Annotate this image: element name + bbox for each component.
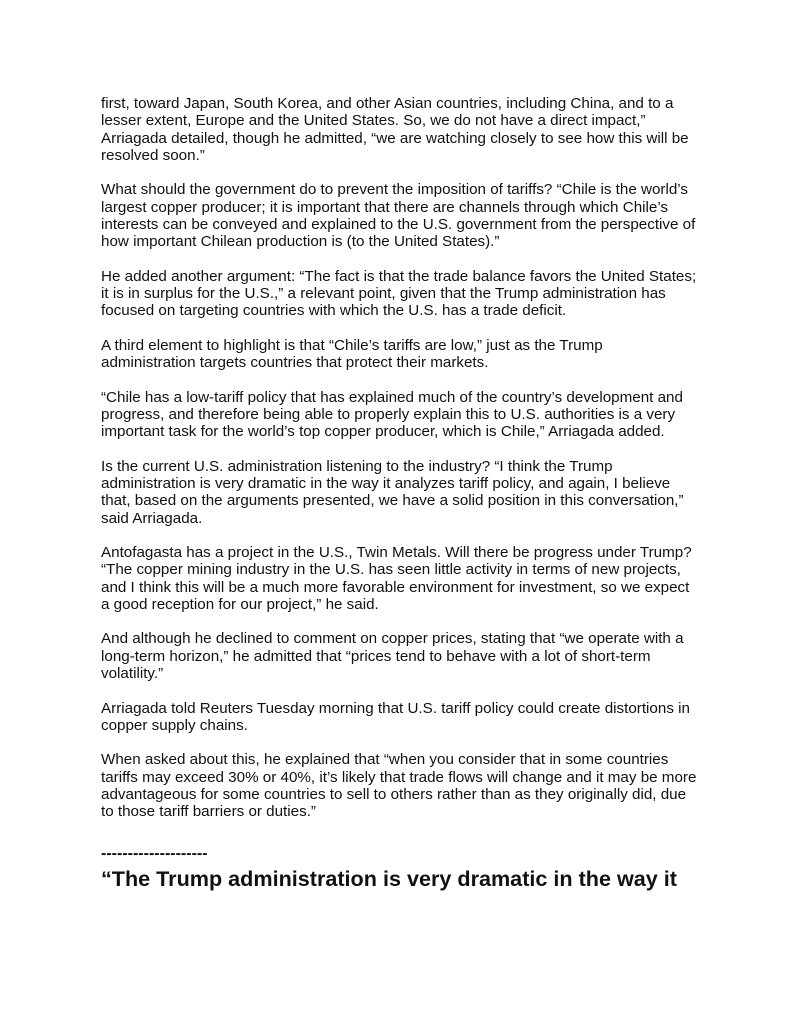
paragraph: A third element to highlight is that “Chile’s tariffs are low,” just as the Trump administration targets countries that protect their markets. [101, 336, 603, 372]
pull-quote-headline: “The Trump administration is very dramatic in the way it [101, 866, 677, 892]
paragraph: He added another argument: “The fact is that the trade balance favors the United States; it is in surplus for the U.S.,” a relevant point, given that the Trump administration has focused on targeting countries with which the U.S. has a trade deficit. [101, 267, 697, 320]
paragraph: Arriagada told Reuters Tuesday morning that U.S. tariff policy could create distortions in copper supply chains. [101, 699, 690, 734]
section-divider: -------------------- [101, 845, 208, 863]
paragraph: Is the current U.S. administration listening to the industry? “I think the Trump administration is very dramatic in the way it analyzes tariff policy, and again, I believe that, based on the arguments presented, we have a solid position in this conversation,” said Arriagada. [101, 457, 684, 527]
paragraph: first, toward Japan, South Korea, and other Asian countries, including China, and to a lesser extent, Europe and the United States. So, we do not have a direct impact,” Arriagada detailed, though he admitted, “we are watching closely to see how this will be resolved soon.” [101, 95, 689, 164]
article-body [101, 95, 701, 892]
paragraph: “Chile has a low-tariff policy that has explained much of the country’s development and progress, and therefore being able to properly explain this to U.S. authorities is a very important task for the world’s top copper producer, which is Chile,” Arriagada added. [101, 388, 683, 441]
paragraph: When asked about this, he explained that “when you consider that in some countries tariffs may exceed 30% or 40%, it’s likely that trade flows will change and it may be more advantageous for some countries to sell to others rather than as they originally did, due to those tariff barriers or duties.” [101, 751, 697, 821]
paragraph: Antofagasta has a project in the U.S., Twin Metals. Will there be progress under Trump? “The copper mining industry in the U.S. has seen little activity in terms of new projects, and I think this will be a much more favorable environment for investment, so we expect a good reception for our project,” he said. [101, 544, 692, 613]
paragraph: And although he declined to comment on copper prices, stating that “we operate with a long-term horizon,” he admitted that “prices tend to behave with a lot of short-term volatility.” [101, 630, 684, 683]
paragraph: What should the government do to prevent the imposition of tariffs? “Chile is the world’s largest copper producer; it is important that there are channels through which Chile’s interests can be conveyed and explained to the U.S. government from the perspective of how important Chilean production is (to the United States).” [101, 181, 696, 251]
